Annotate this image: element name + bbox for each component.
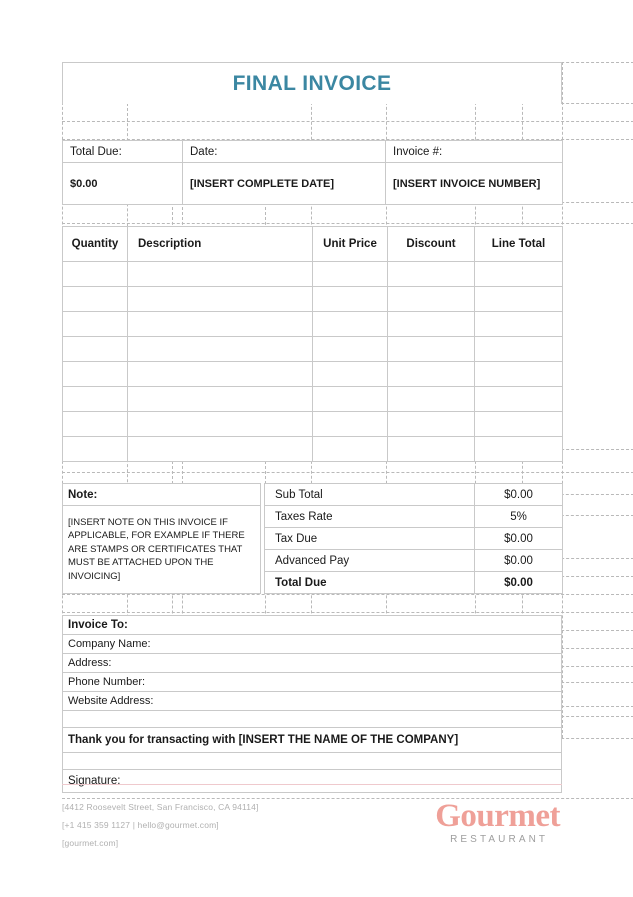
grand-total-label: Total Due [265, 572, 475, 594]
title-spacer [62, 104, 562, 140]
logo-wordmark: Gourmet [435, 798, 560, 834]
subtotal-value: $0.00 [475, 484, 563, 506]
logo-tagline: RESTAURANT [450, 834, 549, 845]
cell-discount[interactable] [388, 262, 475, 287]
table-row[interactable] [63, 437, 563, 462]
cell-quantity[interactable] [63, 437, 128, 462]
column-header-unit-price: Unit Price [313, 227, 388, 262]
cell-quantity[interactable] [63, 412, 128, 437]
page-title: FINAL INVOICE [232, 71, 392, 95]
footer-website: [gourmet.com] [62, 838, 119, 848]
table-row[interactable] [63, 337, 563, 362]
cell-quantity[interactable] [63, 262, 128, 287]
cell-description[interactable] [128, 262, 313, 287]
list-item[interactable] [63, 635, 562, 654]
brand-logo [435, 798, 562, 847]
invoice-title-band [62, 62, 562, 104]
cell-description[interactable] [128, 362, 313, 387]
footer-contact: [+1 415 359 1127 | hello@gourmet.com] [62, 820, 219, 830]
cell-unit-price[interactable] [313, 262, 388, 287]
note-body-totals-rows [63, 506, 563, 528]
note-and-totals-table [62, 483, 563, 594]
list-item[interactable] [63, 673, 562, 692]
cell-line-total[interactable] [475, 437, 563, 462]
cell-unit-price[interactable] [313, 362, 388, 387]
cell-quantity[interactable] [63, 387, 128, 412]
bill-to-heading: Invoice To: [63, 616, 562, 635]
cell-quantity[interactable] [63, 312, 128, 337]
cell-description[interactable] [128, 437, 313, 462]
cell-discount[interactable] [388, 312, 475, 337]
tax-due-label: Tax Due [265, 528, 475, 550]
table-row[interactable] [63, 262, 563, 287]
cell-line-total[interactable] [475, 412, 563, 437]
advanced-pay-label: Advanced Pay [265, 550, 475, 572]
footer-contact-block [62, 798, 259, 852]
table-row[interactable] [63, 287, 563, 312]
cell-description[interactable] [128, 387, 313, 412]
list-item[interactable] [63, 692, 562, 711]
signature-blank-row [63, 753, 562, 770]
cell-discount[interactable] [388, 387, 475, 412]
cell-unit-price[interactable] [313, 337, 388, 362]
invoice-number-value[interactable]: [INSERT INVOICE NUMBER] [386, 163, 563, 205]
meta-label-row [63, 141, 563, 163]
items-totals-gap [62, 462, 562, 483]
column-header-line-total: Line Total [475, 227, 563, 262]
cell-description[interactable] [128, 337, 313, 362]
cell-quantity[interactable] [63, 287, 128, 312]
totals-billto-gap [62, 594, 562, 615]
cell-unit-price[interactable] [313, 437, 388, 462]
cell-unit-price[interactable] [313, 412, 388, 437]
cell-unit-price[interactable] [313, 387, 388, 412]
tax-due-value: $0.00 [475, 528, 563, 550]
list-item[interactable] [63, 654, 562, 673]
cell-line-total[interactable] [475, 362, 563, 387]
footer-divider [62, 784, 562, 785]
note-label: Note: [63, 484, 261, 506]
column-header-quantity: Quantity [63, 227, 128, 262]
meta-items-gap [62, 205, 562, 226]
meta-value-row [63, 163, 563, 205]
table-row[interactable] [63, 312, 563, 337]
grand-total-value: $0.00 [475, 572, 563, 594]
advanced-pay-value[interactable]: $0.00 [475, 550, 563, 572]
cell-discount[interactable] [388, 437, 475, 462]
invoice-number-label: Invoice #: [386, 141, 563, 163]
cell-unit-price[interactable] [313, 312, 388, 337]
cell-line-total[interactable] [475, 262, 563, 287]
cell-description[interactable] [128, 287, 313, 312]
table-row[interactable] [63, 387, 563, 412]
cell-line-total[interactable] [475, 337, 563, 362]
column-header-description: Description [128, 227, 313, 262]
cell-quantity[interactable] [63, 362, 128, 387]
taxes-rate-value[interactable]: 5% [475, 506, 563, 528]
date-label: Date: [183, 141, 386, 163]
invoice-meta-table [62, 140, 563, 205]
invoice-sheet [62, 62, 562, 793]
taxes-rate-label: Taxes Rate [265, 506, 475, 528]
total-due-label: Total Due: [63, 141, 183, 163]
bill-to-table [62, 615, 562, 793]
signature-row[interactable] [63, 770, 562, 793]
bill-to-heading-row [63, 616, 562, 635]
line-items-body [63, 262, 563, 462]
field-phone-number[interactable]: Phone Number: [63, 673, 562, 692]
cell-unit-price[interactable] [313, 287, 388, 312]
field-company-name[interactable]: Company Name: [63, 635, 562, 654]
cell-description[interactable] [128, 412, 313, 437]
footer-address: [4412 Roosevelt Street, San Francisco, CA 94114] [62, 802, 259, 812]
note-title-totals-row-1 [63, 484, 563, 506]
date-value[interactable]: [INSERT COMPLETE DATE] [183, 163, 386, 205]
cell-description[interactable] [128, 312, 313, 337]
cell-discount[interactable] [388, 412, 475, 437]
blank-cell [63, 711, 562, 728]
bill-to-blank-row [63, 711, 562, 728]
page-footer [62, 798, 562, 868]
thank-you-message: Thank you for transacting with [INSERT THE NAME OF THE COMPANY] [63, 728, 562, 753]
cell-line-total[interactable] [475, 387, 563, 412]
note-text[interactable]: [INSERT NOTE ON THIS INVOICE IF APPLICABLE, FOR EXAMPLE IF THERE ARE STAMPS OR CERTIFICATES THAT MUST BE ATTACHED UPON THE INVOICING] [63, 506, 261, 594]
line-items-table [62, 226, 563, 462]
thank-you-row [63, 728, 562, 753]
cell-discount[interactable] [388, 287, 475, 312]
table-row[interactable] [63, 412, 563, 437]
column-header-discount: Discount [388, 227, 475, 262]
field-address[interactable]: Address: [63, 654, 562, 673]
cell-line-total[interactable] [475, 312, 563, 337]
cell-quantity[interactable] [63, 337, 128, 362]
total-due-value[interactable]: $0.00 [63, 163, 183, 205]
cell-discount[interactable] [388, 337, 475, 362]
blank-cell [63, 753, 562, 770]
cell-line-total[interactable] [475, 287, 563, 312]
table-row[interactable] [63, 362, 563, 387]
subtotal-label: Sub Total [265, 484, 475, 506]
line-items-header-row [63, 227, 563, 262]
cell-discount[interactable] [388, 362, 475, 387]
signature-label[interactable]: Signature: [63, 770, 562, 793]
field-website-address[interactable]: Website Address: [63, 692, 562, 711]
